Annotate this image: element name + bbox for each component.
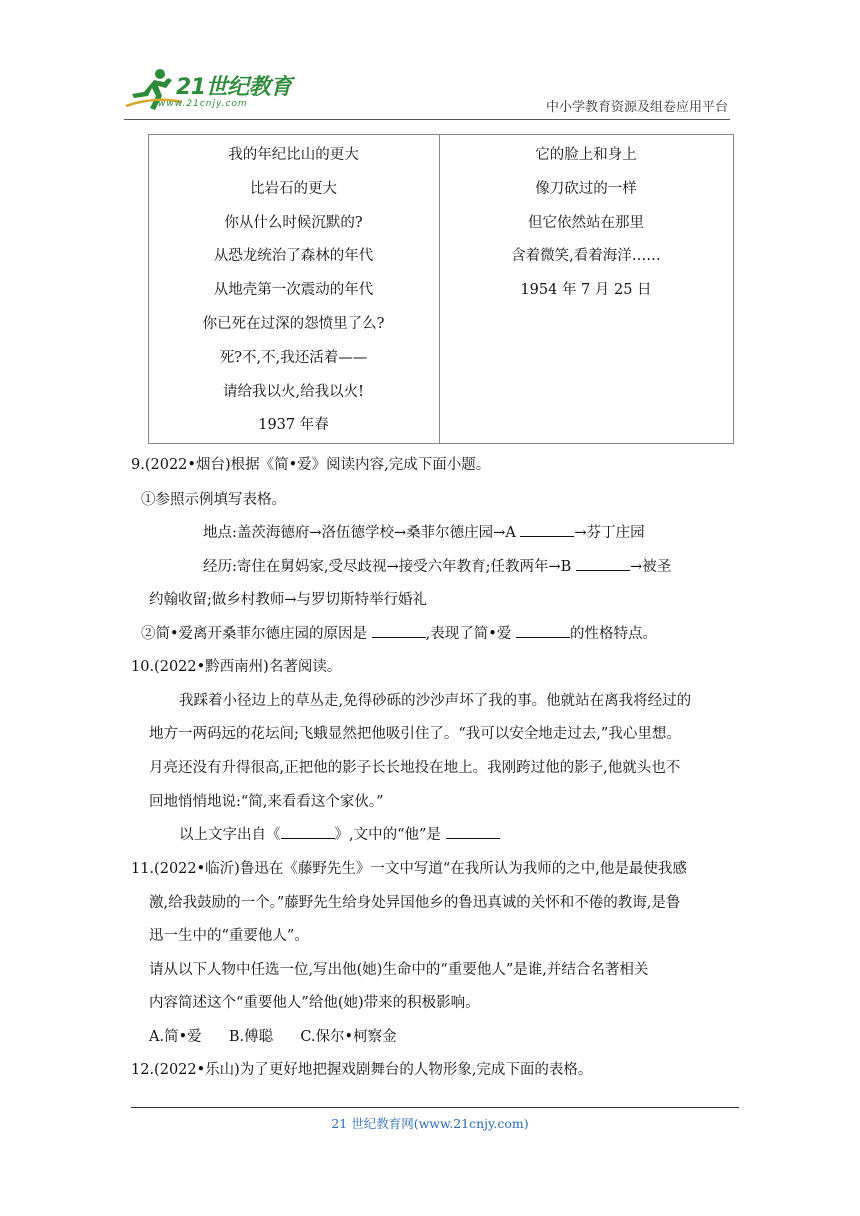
q11-line: 内容简述这个“重要他人”给他(她)带来的积极影响。 bbox=[149, 995, 480, 1011]
poem-line: 你从什么时候沉默的? bbox=[224, 214, 363, 231]
poem-line: 比岩石的更大 bbox=[250, 180, 337, 197]
logo-url: www.21cnjy.com bbox=[158, 99, 248, 109]
q12-title: 12.(2022•乐山)为了更好地把握戏剧舞台的人物形象,完成下面的表格。 bbox=[131, 1062, 593, 1078]
footer-divider bbox=[131, 1107, 739, 1108]
q11-option-a[interactable]: A.简•爱 bbox=[149, 1029, 202, 1045]
q9-title: 9.(2022•烟台)根据《简•爱》阅读内容,完成下面小题。 bbox=[131, 457, 491, 473]
q11-option-b[interactable]: B.傅聪 bbox=[228, 1029, 274, 1045]
q11-line: 11.(2022•临沂)鲁迅在《藤野先生》一文中写道“在我所认为我师的之中,他是最使我感 bbox=[131, 861, 687, 877]
poem-line: 请给我以火,给我以火! bbox=[223, 383, 364, 400]
q10-passage-line: 回地悄悄地说:“简,来看看这个家伙。” bbox=[149, 794, 384, 810]
platform-title: 中小学教育资源及组卷应用平台 bbox=[545, 100, 728, 115]
q11-line: 请从以下人物中任选一位,写出他(她)生命中的“重要他人”是谁,并结合名著相关 bbox=[149, 962, 649, 978]
poem-line: 我的年纪比山的更大 bbox=[228, 147, 359, 163]
page-header bbox=[124, 66, 728, 118]
answer-blank-a[interactable] bbox=[520, 522, 574, 537]
answer-blank-trait[interactable] bbox=[516, 623, 570, 638]
q11-line: 激,给我鼓励的一个。”藤野先生给身处异国他乡的鲁迅真诚的关怀和不倦的教诲,是鲁 bbox=[149, 895, 681, 911]
q11-option-c[interactable]: C.保尔•柯察金 bbox=[300, 1029, 397, 1045]
answer-blank-person[interactable] bbox=[446, 824, 500, 839]
poem-line: 你已死在过深的怨愤里了么? bbox=[202, 315, 385, 332]
poem-right-column bbox=[440, 144, 732, 313]
poem-line: 从恐龙统治了森林的年代 bbox=[213, 248, 374, 265]
q10-title: 10.(2022•黔西南州)名著阅读。 bbox=[131, 659, 342, 675]
q10-passage-line: 我踩着小径边上的草丛走,免得砂砾的沙沙声坏了我的事。他就站在离我将经过的 bbox=[179, 693, 692, 709]
poem-line: 像刀砍过的一样 bbox=[535, 180, 637, 197]
answer-blank-book[interactable] bbox=[281, 824, 335, 839]
q10-ask: 以上文字出自《 》,文中的“他”是 bbox=[179, 823, 500, 844]
answer-blank-reason[interactable] bbox=[372, 623, 426, 638]
poem-date: 1954 年 7 月 25 日 bbox=[520, 282, 652, 299]
poem-line: 但它依然站在那里 bbox=[528, 214, 644, 231]
poem-line: 从地壳第一次震动的年代 bbox=[213, 282, 374, 299]
poem-line: 它的脸上和身上 bbox=[535, 147, 637, 163]
footer-link[interactable]: 21 世纪教育网(www.21cnjy.com) bbox=[331, 1116, 529, 1131]
site-logo[interactable] bbox=[124, 66, 324, 116]
q9-place: 地点:盖茨海德府→洛伍德学校→桑菲尔德庄园→A →芬丁庄园 bbox=[203, 521, 645, 542]
poem-line: 死?不,不,我还活着—— bbox=[219, 349, 368, 366]
poem-date: 1937 年春 bbox=[258, 417, 329, 434]
poem-left-column bbox=[148, 144, 439, 448]
answer-blank-b[interactable] bbox=[576, 556, 630, 571]
poem-line: 含着微笑,看着海洋…… bbox=[511, 248, 661, 265]
logo-text: 21世纪教育 bbox=[176, 75, 292, 100]
q11-line: 迅一生中的“重要他人”。 bbox=[149, 928, 309, 944]
q11-options bbox=[149, 1025, 397, 1046]
q9-experience-cont: 约翰收留;做乡村教师→与罗切斯特举行婚礼 bbox=[149, 592, 428, 608]
q10-passage-line: 月亮还没有升得很高,正把他的影子长长地投在地上。我刚跨过他的影子,他就头也不 bbox=[149, 760, 681, 776]
q10-passage-line: 地方一两码远的花坛间;飞蛾显然把他吸引住了。“我可以安全地走过去,”我心里想。 bbox=[149, 726, 681, 742]
q9-sub2: ②简•爱离开桑菲尔德庄园的原因是 ,表现了简•爱 的性格特点。 bbox=[141, 622, 657, 643]
q9-sub1: ①参照示例填写表格。 bbox=[141, 492, 286, 508]
header-divider bbox=[124, 119, 730, 120]
q9-experience: 经历:寄住在舅妈家,受尽歧视→接受六年教育;任教两年→B →被圣 bbox=[203, 555, 671, 576]
